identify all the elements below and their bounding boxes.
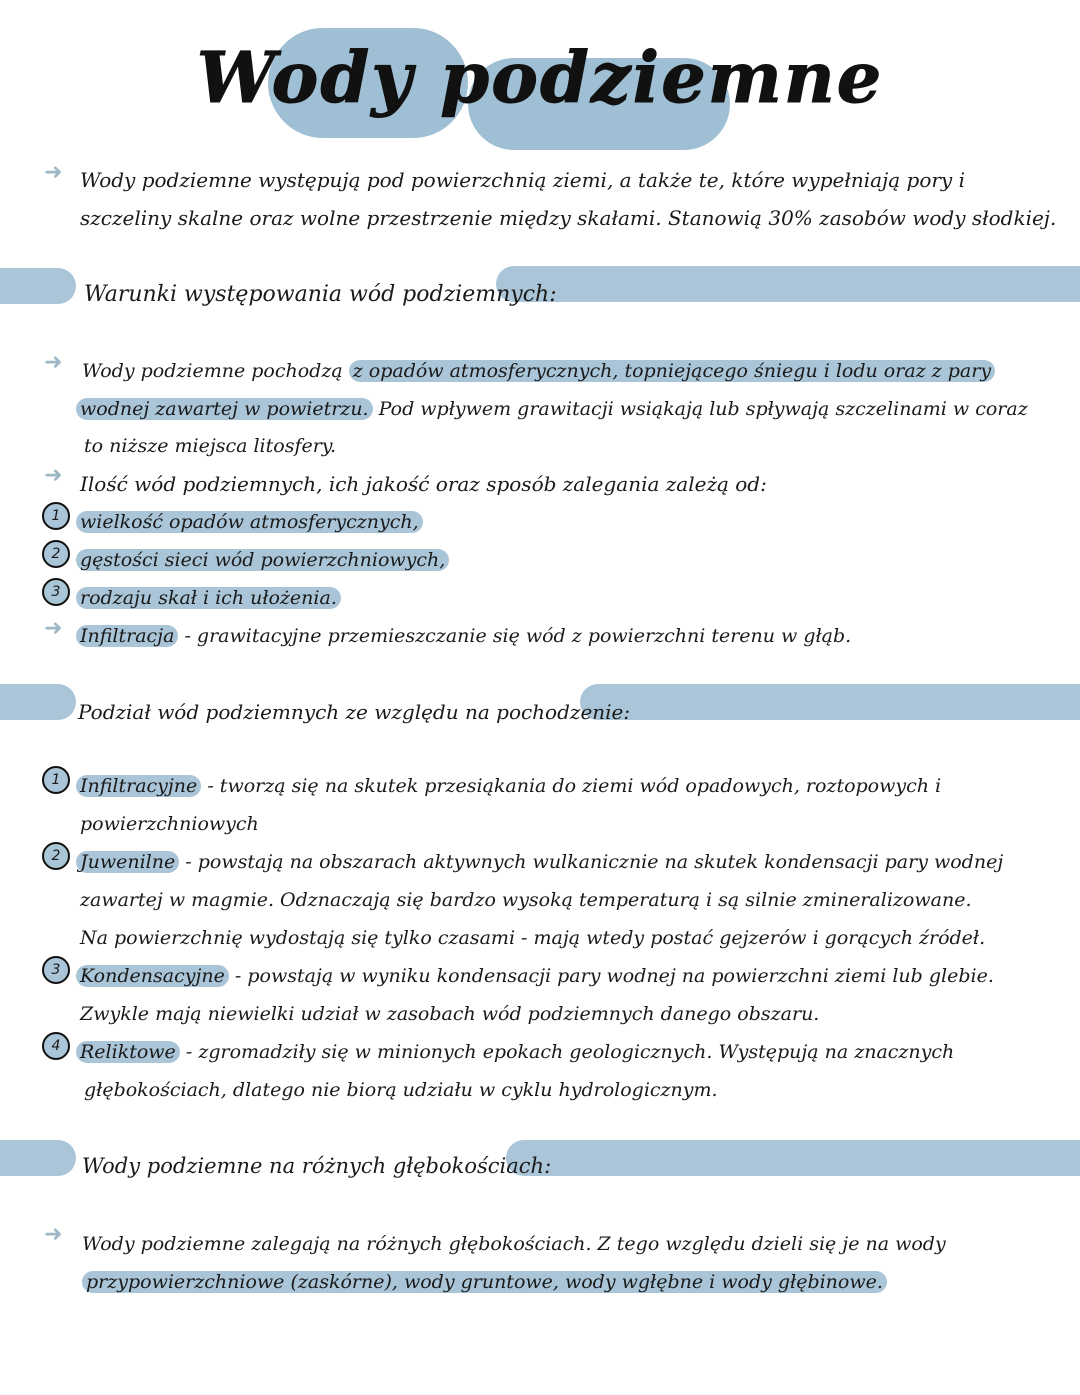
section-band [496,266,1080,302]
paragraph-line: Ilość wód podziemnych, ich jakość oraz sposób zalegania zależą od: [80,472,767,496]
title-area [0,18,1080,148]
term-highlight: Kondensacyjne [76,965,229,987]
intro-line: Wody podziemne występują pod powierzchnią ziemi, a także te, które wypełniają pory i [80,168,965,192]
highlighted-text: gęstości sieci wód powierzchniowych, [76,549,449,571]
classification-line [76,772,941,800]
classification-line: Zwykle mają niewielki udział w zasobach wód podziemnych danego obszaru. [80,1003,820,1025]
definition: - tworzą się na skutek przesiąkania do ziemi wód opadowych, roztopowych i [207,775,942,797]
definition: - powstają w wyniku kondensacji pary wodnej na powierzchni ziemi lub glebie. [234,965,994,987]
highlighted-text: wielkość opadów atmosferycznych, [76,511,423,533]
classification-line [76,848,1003,876]
classification-line: głębokościach, dlatego nie biorą udziału w cyklu hydrologicznym. [84,1079,718,1101]
section-heading: Warunki występowania wód podziemnych: [84,282,557,307]
highlighted-text: wodnej zawartej w powietrzu. [76,398,373,420]
classification-line [76,1038,954,1066]
number-badge: 2 [42,842,70,870]
arrow-right-icon: ➜ [44,616,63,641]
highlighted-text: rodzaju skał i ich ułożenia. [76,587,341,609]
highlighted-text: przypowierzchniowe (zaskórne), wody gruntowe, wody wgłębne i wody głębinowe. [82,1271,887,1293]
paragraph-line [76,395,1028,423]
section-band [0,268,76,304]
term-highlight: Juwenilne [76,851,179,873]
arrow-right-icon: ➜ [44,1222,63,1247]
classification-line: Na powierzchnię wydostają się tylko czasami - mają wtedy postać gejzerów i gorących źródeł. [80,927,986,949]
number-badge: 4 [42,1032,70,1060]
arrow-right-icon: ➜ [44,463,63,488]
paragraph-line [82,1268,887,1296]
definition: - zgromadziły się w minionych epokach geologicznych. Występują na znacznych [185,1041,955,1063]
list-item [76,546,449,574]
section-heading: Wody podziemne na różnych głębokościach: [82,1154,552,1178]
section-band [506,1140,1080,1176]
arrow-right-icon: ➜ [44,350,63,375]
page-title: Wody podziemne [196,36,884,119]
paragraph-line: Wody podziemne zalegają na różnych głębokościach. Z tego względu dzieli się je na wody [82,1233,946,1255]
section-band [0,684,76,720]
number-badge: 1 [42,502,70,530]
term-highlight: Reliktowe [76,1041,180,1063]
section-band [0,1140,76,1176]
paragraph-line [82,357,995,385]
list-item [76,508,423,536]
paragraph-line: to niższe miejsca litosfery. [84,435,337,457]
definition: - powstają na obszarach aktywnych wulkanicznie na skutek kondensacji pary wodnej [185,851,1004,873]
definition: - grawitacyjne przemieszczanie się wód z powierzchni terenu w głąb. [184,625,852,647]
classification-line [76,962,994,990]
section-band [580,684,1080,720]
number-badge: 2 [42,540,70,568]
number-badge: 3 [42,956,70,984]
term-highlight: Infiltracja [76,625,178,647]
text: Wody podziemne pochodzą [82,360,343,382]
section-heading: Podział wód podziemnych ze względu na pochodzenie: [78,700,631,724]
highlighted-text: z opadów atmosferycznych, topniejącego śniegu i lodu oraz z pary [349,360,995,382]
number-badge: 3 [42,578,70,606]
number-badge: 1 [42,766,70,794]
classification-line: powierzchniowych [80,813,259,835]
intro-line: szczeliny skalne oraz wolne przestrzenie między skałami. Stanowią 30% zasobów wody słodkiej. [80,206,1057,230]
list-item [76,584,341,612]
text: Pod wpływem grawitacji wsiąkają lub spływają szczelinami w coraz [378,398,1028,420]
term-highlight: Infiltracyjne [76,775,201,797]
definition-line [76,622,851,650]
arrow-right-icon: ➜ [44,160,63,185]
classification-line: zawartej w magmie. Odznaczają się bardzo wysoką temperaturą i są silnie zmineralizowane. [80,889,972,911]
